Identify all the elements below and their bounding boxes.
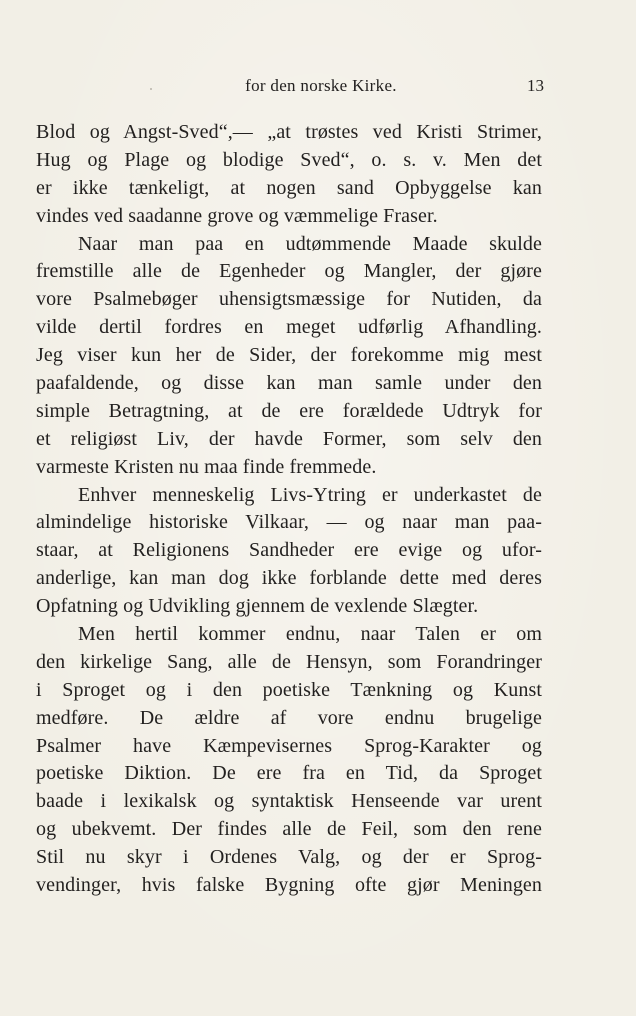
text-line: Naar man paa en udtømmende Maade skulde — [78, 232, 542, 255]
text-line: et religiøst Liv, der havde Former, som selv den — [36, 427, 542, 450]
text-line: og ubekvemt. Der findes alle de Feil, som den rene — [36, 818, 542, 841]
text-line: Enhver menneskelig Livs-Ytring er underkastet de — [78, 483, 542, 506]
text-line: varmeste Kristen nu maa finde fremmede. — [36, 455, 377, 478]
text-line: i Sproget og i den poetiske Tænkning og Kunst — [36, 678, 542, 701]
text-line: anderlige, kan man dog ikke forblande dette med deres — [36, 567, 542, 590]
text-line: Blod og Angst-Sved“,— „at trøstes ved Kristi Strimer, — [36, 121, 542, 143]
text-line: paafaldende, og disse kan man samle under den — [36, 372, 542, 395]
text-line: vindes ved saadanne grove og væmmelige Fraser. — [36, 204, 438, 227]
text-line: Hug og Plage og blodige Sved“, o. s. v. Men det — [36, 148, 542, 171]
text-line: staar, at Religionens Sandheder ere evige og ufor- — [36, 539, 542, 562]
running-title: for den norske Kirke. — [245, 76, 397, 95]
text-line: Opfatning og Udvikling gjennem de vexlende Slægter. — [36, 595, 479, 618]
text-line: vilde dertil fordres en meget udførlig Afhandling. — [36, 316, 542, 339]
text-line: er ikke tænkeligt, at nogen sand Opbyggelse kan — [36, 176, 542, 199]
text-line: fremstille alle de Egenheder og Mangler, der gjøre — [36, 260, 542, 283]
text-line: Men hertil kommer endnu, naar Talen er om — [78, 623, 542, 646]
text-line: baade i lexikalsk og syntaktisk Henseende var urent — [36, 790, 542, 813]
text-line: Stil nu skyr i Ordenes Valg, og der er Sprog- — [36, 846, 542, 869]
page-number: 13 — [527, 76, 544, 95]
text-line: medføre. De ældre af vore endnu brugelige — [36, 706, 542, 729]
text-line: almindelige historiske Vilkaar, — og naar man paa- — [36, 511, 542, 534]
text-line: den kirkelige Sang, alle de Hensyn, som Forandringer — [36, 650, 542, 673]
text-line: poetiske Diktion. De ere fra en Tid, da Sproget — [36, 762, 542, 785]
text-line: vendinger, hvis falske Bygning ofte gjør Meningen — [36, 874, 542, 897]
text-line: vore Psalmebøger uhensigtsmæssige for Nutiden, da — [36, 288, 542, 311]
text-line: Jeg viser kun her de Sider, der forekomme mig mest — [36, 344, 542, 367]
body-text — [36, 119, 542, 900]
running-head — [36, 74, 544, 102]
text-line: Psalmer have Kæmpevisernes Sprog-Karakter og — [36, 734, 542, 757]
text-line: simple Betragtning, at de ere forældede Udtryk for — [36, 399, 542, 422]
